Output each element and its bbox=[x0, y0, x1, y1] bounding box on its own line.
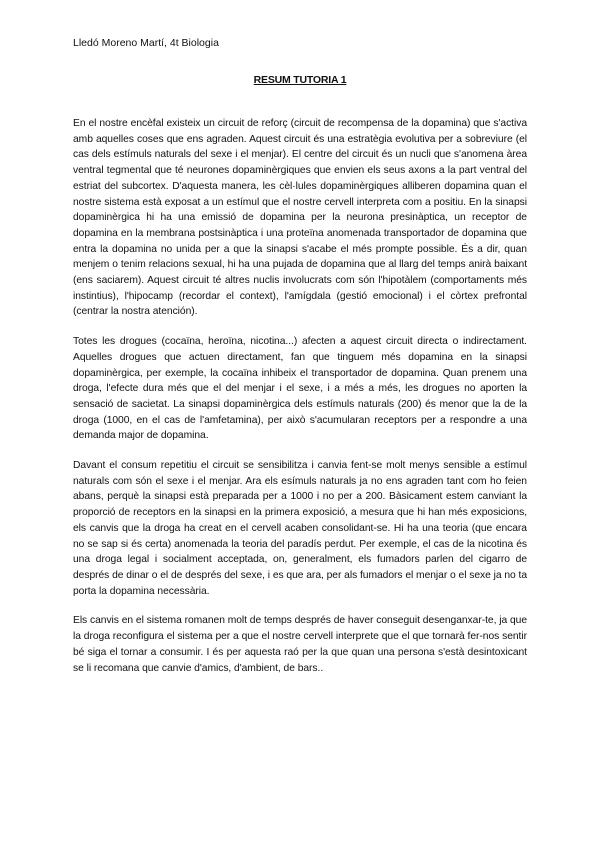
author-header: Lledó Moreno Martí, 4t Biologia bbox=[73, 37, 219, 49]
document-title: RESUM TUTORIA 1 bbox=[253, 74, 347, 86]
paragraph-repeated-consumption: Davant el consum repetitiu el circuit se sensibilitza i canvia fent-se molt menys sensible a estímul naturals com són el sexe i el menjar. Ara els esímuls naturals ja no ens agraden tant com ho feien abans, perquè la sinapsi està preparada per a 1000 i no per a 200. Bàsicament estem canviant la proporció de receptors en la sinapsi en la primera exposició, a mesura que hi han més exposicions, els canvis que la droga ha creat en el cervell acaben consolidant-se. Hi ha una teoria (que encara no se sap si és certa) anomenada la teoria del paradís perdut. Per exemple, el cas de la nicotina és una droga legal i socialment acceptada, on, generalment, els fumadors parlen del cigarro de després de dinar o el de després del sexe, i es que ara, per als fumadors el menjar o el sexe ja no ta porta la dopamina necessària. bbox=[73, 460, 527, 597]
document-body bbox=[73, 116, 527, 690]
paragraph-reward-circuit: En el nostre encèfal existeix un circuit de reforç (circuit de recompensa de la dopamina) que s'activa amb aquelles coses que ens agraden. Aquest circuit és una estratègia evolutiva per a sobreviure (el cas dels estímuls naturals del sexe i el menjar). El centre del circuit és un nucli que s'anomena àrea ventral tegmental que té neurones dopaminèrgiques que envien els seus axons a la part ventral del estriat del subcortex. D'aquesta manera, les cèl·lules dopaminèrgiques alliberen dopamina quan el nostre sistema està exposat a un estímul que el nostre cervell interpreta com a positiu. En la sinapsi dopaminèrgica hi ha una emissió de dopamina per la neurona presinàptica, un receptor de dopamina en la membrana postsinàptica i una proteïna anomenada transportador de dopamina que entra la dopamina no unida per a que la sinapsi s'acabe el més prompte possible. És a dir, quan menjem o tenim relacions sexual, hi ha una pujada de dopamina que al llarg del temps anirà baixant (ens saciarem). Aquest circuit té altres nuclis involucrats com són l'hipotàlem (comportaments més instintius), l'hipocamp (recordar el context), l'amígdala (gestió emocional) i el còrtex prefrontal (centrar la nostra atención). bbox=[73, 118, 527, 318]
paragraph-drugs-effect: Totes les drogues (cocaïna, heroïna, nicotina...) afecten a aquest circuit directa o indirectament. Aquelles drogues que actuen directament, fan que tinguem més dopamina en la sinapsi dopaminèrgica, per exemple, la cocaïna inhibeix el transportador de dopamina. Quan prenem una droga, l'efecte dura més que el del menjar i el sexe, i a més a més, les drogues no aporten la sensació de sacietat. La sinapsi dopaminèrgica dels estímuls naturals (200) és menor que la de la droga (1000, en el cas de l'amfetamina), per això s'acumularan receptors per a respondre a una demanda major de dopamina. bbox=[73, 336, 527, 442]
paragraph-lasting-changes: Els canvis en el sistema romanen molt de temps després de haver conseguit desenganxar-te, ja que la droga reconfigura el sistema per a que el nostre cervell interprete que el que tornarà fer-nos sentir bé siga el tornar a consumir. I és per aquesta raó per la que quan una persona s'està desintoxicant se li recomana que canvie d'amics, d'ambient, de bars.. bbox=[73, 615, 527, 674]
